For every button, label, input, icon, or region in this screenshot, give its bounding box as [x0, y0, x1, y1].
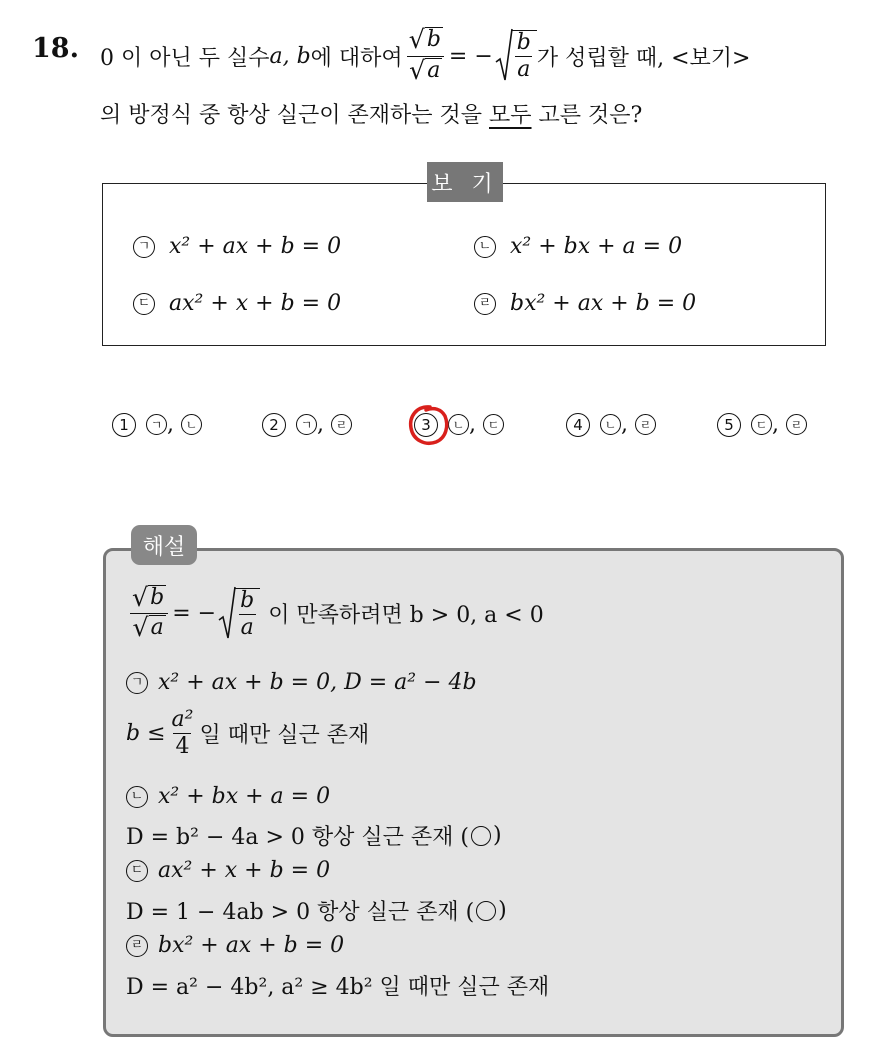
circle-ok-icon [471, 826, 491, 846]
solution-tag: 해설 [131, 525, 197, 565]
solution-eq: x² + ax + b = 0, D = a² − 4b [158, 670, 477, 695]
bogi-item-3 [133, 291, 341, 316]
choice-marker: ㄱ [146, 414, 167, 435]
marker-giyeok: ㄱ [133, 236, 155, 258]
bogi-eq-2: x² + bx + a = 0 [510, 234, 683, 259]
marker-nieun: ㄴ [126, 786, 148, 808]
choice-number: 3 [414, 413, 438, 437]
solution-line-2 [126, 670, 477, 695]
solution-equals: = − [172, 601, 217, 627]
condition-fraction-left: √ b √ a [407, 27, 445, 84]
choice-3[interactable]: 3 ㄴ , ㄷ [414, 412, 504, 437]
question-text-d: 의 방정식 중 항상 실근이 존재하는 것을 [100, 103, 489, 128]
solution-line-7 [126, 895, 507, 926]
choice-1[interactable]: 1 ㄱ , ㄴ [112, 412, 202, 437]
choice-marker: ㄹ [331, 414, 352, 435]
solution-text: D = 1 − 4ab > 0 항상 실근 존재 ( [126, 900, 475, 925]
solution-eq: bx² + ax + b = 0 [158, 933, 345, 958]
solution-text: D = b² − 4a > 0 항상 실근 존재 ( [126, 825, 469, 850]
choice-2[interactable]: 2 ㄱ , ㄹ [262, 412, 352, 437]
solution-eq: ax² + x + b = 0 [158, 858, 331, 883]
solution-condition-text: 이 만족하려면 b > 0, a < 0 [268, 603, 544, 629]
marker-giyeok: ㄱ [126, 672, 148, 694]
solution-sqrt-right: $\frac{b}{a}$ [218, 586, 260, 642]
choice-marker: ㄴ [600, 414, 621, 435]
marker-nieun: ㄴ [474, 236, 496, 258]
bogi-eq-1: x² + ax + b = 0 [169, 234, 342, 259]
choice-5[interactable]: 5 ㄷ , ㄹ [717, 412, 807, 437]
bogi-eq-4: bx² + ax + b = 0 [510, 291, 697, 316]
bogi-item-1 [133, 234, 341, 259]
question-line-2 [100, 98, 642, 129]
question-text-b: 에 대하여 [310, 45, 403, 71]
bogi-item-4 [474, 291, 696, 316]
choice-marker: ㄴ [181, 414, 202, 435]
question-vars: a, b [269, 43, 311, 69]
solution-fraction-left: √ b √ a [130, 585, 168, 642]
marker-digeut: ㄷ [133, 293, 155, 315]
choice-4[interactable]: 4 ㄴ , ㄹ [566, 412, 656, 437]
bogi-eq-3: ax² + x + b = 0 [169, 291, 342, 316]
solution-eq: x² + bx + a = 0 [158, 784, 331, 809]
solution-line-1 [126, 585, 544, 642]
paren-close: ) [492, 823, 502, 848]
choice-marker: ㄴ [448, 414, 469, 435]
paren-close: ) [498, 898, 507, 923]
solution-line-4 [126, 784, 330, 809]
bogi-tag: 보 기 [427, 162, 503, 202]
choice-marker: ㄹ [635, 414, 656, 435]
choice-marker: ㄱ [296, 414, 317, 435]
underlined-word: 모두 [489, 103, 532, 128]
choice-marker: ㄷ [483, 414, 504, 435]
choice-marker: ㄹ [786, 414, 807, 435]
question-text-e: 고른 것은? [531, 103, 643, 128]
solution-line-6 [126, 858, 330, 883]
solution-fraction: $\frac{\text{a²}}{4}$ [171, 707, 194, 760]
choice-number: 5 [717, 413, 741, 437]
marker-digeut: ㄷ [126, 860, 148, 882]
bogi-item-2 [474, 234, 682, 259]
question-text-a: 0 이 아닌 두 실수 [100, 45, 270, 71]
circle-ok-icon [476, 901, 496, 921]
question-line-1 [100, 18, 750, 94]
choice-number: 4 [566, 413, 590, 437]
question-text-c: 가 성립할 때, <보기> [536, 45, 751, 71]
choice-number: 1 [112, 413, 136, 437]
solution-line-8 [126, 933, 344, 958]
question-number: 18. [32, 33, 79, 64]
choice-marker: ㄷ [751, 414, 772, 435]
choice-number: 2 [262, 413, 286, 437]
solution-line-3 [126, 708, 369, 759]
marker-rieul: ㄹ [126, 935, 148, 957]
condition-sqrt-right: $\frac{b}{a}$ [495, 28, 537, 84]
bogi-box [102, 183, 826, 346]
solution-line-5 [126, 820, 502, 851]
solution-text: 일 때만 실근 존재 [199, 723, 370, 749]
solution-ineq: b ≤ [126, 721, 166, 747]
marker-rieul: ㄹ [474, 293, 496, 315]
solution-line-9 [126, 970, 549, 1001]
solution-text: D = a² − 4b², a² ≥ 4b² 일 때만 실근 존재 [126, 975, 550, 1000]
condition-equals: = − [448, 43, 493, 69]
